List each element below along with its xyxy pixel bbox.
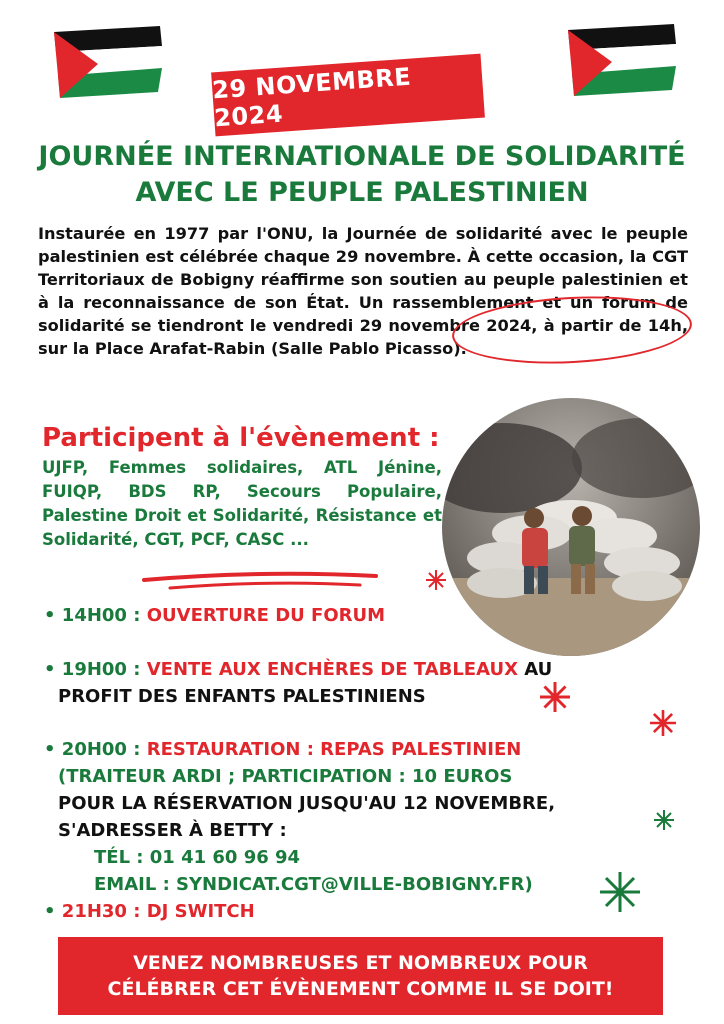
footer-banner — [58, 937, 663, 1015]
palestine-flag-icon — [562, 20, 680, 100]
schedule-text: VENTE AUX ENCHÈRES DE TABLEAUX — [146, 659, 518, 680]
bullet: • — [44, 739, 56, 760]
sparkle-icon — [426, 570, 446, 590]
schedule-time: 21H30 : — [61, 901, 141, 922]
bullet: • — [44, 605, 56, 626]
reservation-line: POUR LA RÉSERVATION JUSQU'AU 12 NOVEMBRE, — [58, 793, 556, 814]
schedule-time: 20H00 : — [61, 739, 141, 760]
participants-list: UJFP, Femmes solidaires, ATL Jénine, FUIQP, BDS RP, Secours Populaire, Palestine Droit et Solidarité, Résistance et Solidarité, CGT, PCF, CASC ... — [42, 458, 442, 549]
phone-number: TÉL : 01 41 60 96 94 — [94, 847, 301, 868]
schedule-text: (TRAITEUR ARDI ; PARTICIPATION : 10 EUROS — [58, 766, 513, 787]
schedule-item-4 — [44, 898, 684, 925]
footer-line-1: VENEZ NOMBREUSES ET NOMBREUX POUR — [133, 952, 588, 974]
participants-title: Participent à l'évènement : — [42, 423, 440, 453]
palestine-flag-icon — [48, 22, 166, 102]
schedule-item-2 — [44, 656, 684, 710]
schedule-text: AU — [524, 659, 553, 680]
event-title-line-1: JOURNÉE INTERNATIONALE DE SOLIDARITÉ — [38, 141, 686, 172]
schedule-text: RESTAURATION : REPAS PALESTINIEN — [146, 739, 522, 760]
schedule-item-1 — [44, 602, 684, 629]
schedule-text: DJ SWITCH — [146, 901, 255, 922]
sparkle-icon — [650, 710, 676, 736]
schedule-time: 19H00 : — [61, 659, 141, 680]
intro-paragraph: Instaurée en 1977 par l'ONU, la Journée de solidarité avec le peuple palestinien est célébrée chaque 29 novembre. À cette occasion, la CGT Territoriaux de Bobigny réaffirme son soutien au peuple palestinien et à la reconnaissance de son État. Un rassemblement et un forum de solidarité se tiendront le vendredi 29 novembre 2024, à partir de 14h, sur la Place Arafat-Rabin (Salle Pablo Picasso). — [38, 224, 688, 358]
date-banner-text: 29 NOVEMBRE 2024 — [211, 62, 412, 133]
schedule-text: OUVERTURE DU FORUM — [146, 605, 386, 626]
schedule-item-3 — [44, 736, 684, 898]
footer-line-2: CÉLÉBRER CET ÉVÈNEMENT COMME IL SE DOIT! — [107, 978, 614, 1000]
schedule-text: PROFIT DES ENFANTS PALESTINIENS — [58, 686, 426, 707]
email-address: EMAIL : SYNDICAT.CGT@VILLE-BOBIGNY.FR) — [94, 874, 533, 895]
event-title-line-2: AVEC LE PEUPLE PALESTINIEN — [135, 177, 589, 208]
red-swoosh-divider — [140, 568, 380, 598]
bullet: • — [44, 659, 56, 680]
bullet: • — [44, 901, 56, 922]
schedule-time: 14H00 : — [61, 605, 141, 626]
date-banner — [211, 54, 485, 137]
contact-line: S'ADRESSER À BETTY : — [58, 820, 287, 841]
